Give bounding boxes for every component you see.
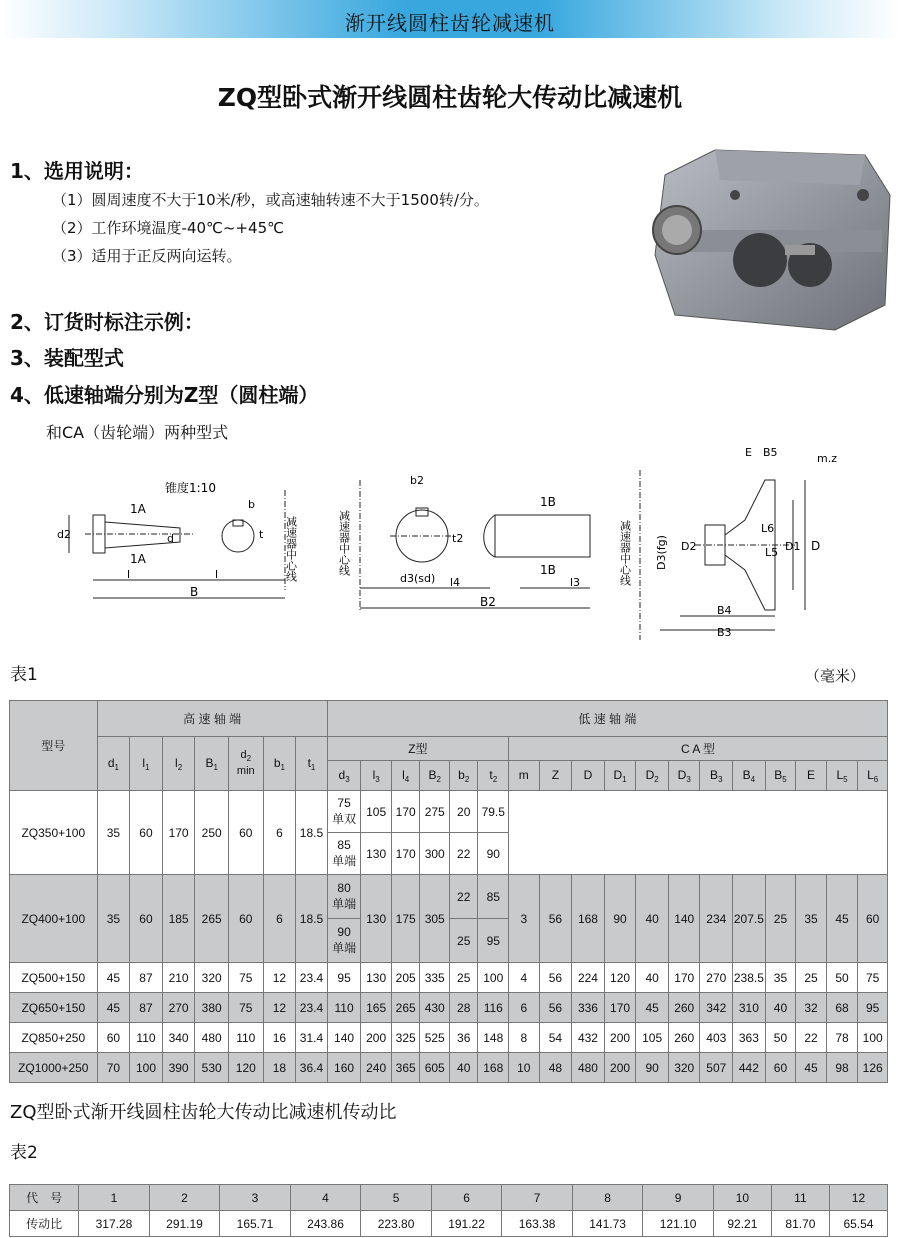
label-l3: l3 [570, 576, 581, 589]
label-d1: d [167, 532, 174, 545]
ratio-code-cell: 5 [361, 1185, 432, 1211]
table-row [10, 993, 888, 1023]
table-cell: 87 [130, 963, 163, 993]
section-1-heading: 1、选用说明： [10, 159, 144, 183]
ratio-code-cell: 10 [713, 1185, 771, 1211]
table-cell: 45 [826, 875, 858, 963]
table-cell: 95 [478, 919, 509, 963]
label-l2: l [215, 568, 219, 581]
table-cell: 16 [263, 1023, 296, 1053]
table-cell: 238.5 [733, 963, 766, 993]
table-cell: 525 [420, 1023, 450, 1053]
table-cell: 90 [636, 1053, 669, 1083]
table-cell: 35 [97, 791, 130, 875]
table-cell: 98 [826, 1053, 858, 1083]
label-D1: D1 [785, 540, 801, 553]
table-cell: 23.4 [296, 993, 328, 1023]
table1-caption: 表1 [10, 665, 38, 685]
label-B1: B [190, 585, 199, 599]
table-cell: 36 [449, 1023, 478, 1053]
table-cell: 442 [733, 1053, 766, 1083]
model-cell: ZQ350+100 [10, 791, 98, 875]
table-cell: 60 [130, 875, 163, 963]
table-cell: 234 [700, 875, 733, 963]
label-B5: B5 [763, 446, 778, 459]
column-header: $b_1$ [263, 737, 296, 791]
table-cell: 100 [478, 963, 509, 993]
table-cell: 305 [420, 875, 450, 963]
label-l1: l [127, 568, 131, 581]
table-cell: 87 [130, 993, 163, 1023]
page-title: ZQ型卧式渐开线圆柱齿轮大传动比减速机 [217, 83, 683, 112]
table-cell: 605 [420, 1053, 450, 1083]
table-cell: 40 [636, 963, 669, 993]
table-cell: 260 [668, 1023, 700, 1053]
label-D3fg: D3(fg) [655, 535, 668, 570]
table-cell: 365 [391, 1053, 420, 1083]
table-cell: 12 [263, 963, 296, 993]
table-cell: 40 [636, 875, 669, 963]
table-cell: 130 [361, 875, 392, 963]
table-cell: 70 [97, 1053, 130, 1083]
table-cell: 507 [700, 1053, 733, 1083]
section-2-heading: 2、订货时标注示例： [10, 310, 204, 334]
table-cell: 18.5 [296, 791, 328, 875]
table-cell: 90 [478, 833, 509, 875]
d3-cell: 85 单端 [327, 833, 361, 875]
high-speed-shaft-diagram [55, 470, 300, 610]
table-cell: 45 [97, 963, 130, 993]
table-cell: 205 [391, 963, 420, 993]
banner-title: 渐开线圆柱齿轮减速机 [345, 11, 555, 35]
label-center-1: 减速器中心线 [284, 516, 298, 582]
label-l4: l4 [450, 576, 461, 589]
table-cell: 170 [391, 833, 420, 875]
label-D2: D2 [681, 540, 697, 553]
table-cell: 45 [796, 1053, 827, 1083]
ratio-value-cell: 65.54 [829, 1211, 887, 1237]
label-center-2: 减速器中心线 [337, 510, 351, 576]
table2-heading: ZQ型卧式渐开线圆柱齿轮大传动比减速机传动比 [10, 1102, 397, 1123]
table-cell: 265 [391, 993, 420, 1023]
ca-type-gear-diagram [618, 440, 890, 640]
z-type-shaft-diagram [337, 470, 610, 620]
table-cell: 36.4 [296, 1053, 328, 1083]
table-cell: 60 [858, 875, 888, 963]
model-cell: ZQ1000+250 [10, 1053, 98, 1083]
table-cell: 48 [539, 1053, 572, 1083]
table-cell: 60 [130, 791, 163, 875]
table-cell: 6 [509, 993, 540, 1023]
section-4-subtext: 和CA（齿轮端）两种型式 [46, 423, 229, 442]
table-cell: 12 [263, 993, 296, 1023]
table-cell: 110 [130, 1023, 163, 1053]
column-header: $D_2$ [636, 761, 669, 791]
ratio-value-cell: 传动比 [10, 1211, 79, 1237]
column-header: $l_1$ [130, 737, 163, 791]
ratio-code-cell: 4 [290, 1185, 361, 1211]
table-cell: 95 [327, 963, 361, 993]
table-cell: 95 [858, 993, 888, 1023]
spec-item-1: （1）圆周速度不大于10米/秒，或高速轴转速不大于1500转/分。 [52, 191, 489, 209]
table-cell: 380 [195, 993, 229, 1023]
table-cell: 18 [263, 1053, 296, 1083]
table-cell: 31.4 [296, 1023, 328, 1053]
table-cell: 22 [449, 833, 478, 875]
label-b2: b2 [410, 474, 424, 487]
column-header: $B_4$ [733, 761, 766, 791]
table-cell: 300 [420, 833, 450, 875]
table-cell: 260 [668, 993, 700, 1023]
spec-item-2: （2）工作环境温度-40℃~+45℃ [52, 219, 284, 237]
column-header: $B_3$ [700, 761, 733, 791]
ratio-code-cell: 12 [829, 1185, 887, 1211]
table-cell: 224 [572, 963, 605, 993]
table-cell: 68 [826, 993, 858, 1023]
table-cell: 25 [796, 963, 827, 993]
table-cell: 207.5 [733, 875, 766, 963]
table-cell: 140 [327, 1023, 361, 1053]
table-cell: 140 [668, 875, 700, 963]
table-cell: 75 [228, 963, 263, 993]
column-header: $t_1$ [296, 737, 328, 791]
column-header: $d_1$ [97, 737, 130, 791]
table-cell: 45 [97, 993, 130, 1023]
table-cell: 335 [420, 963, 450, 993]
table-cell: 75 [858, 963, 888, 993]
table-cell: 168 [572, 875, 605, 963]
table-cell: 56 [539, 963, 572, 993]
table1-unit: （毫米） [805, 667, 866, 685]
ratio-value-cell: 317.28 [79, 1211, 150, 1237]
ratio-value-cell: 141.73 [572, 1211, 643, 1237]
label-D: D [811, 539, 821, 553]
table-cell: 78 [826, 1023, 858, 1053]
column-header: $b_2$ [449, 761, 478, 791]
table-cell: 60 [97, 1023, 130, 1053]
table-cell: 75 [228, 993, 263, 1023]
label-d3sd: d3(sd) [400, 572, 436, 585]
header-banner [0, 0, 900, 38]
model-cell: ZQ500+150 [10, 963, 98, 993]
model-cell: ZQ850+250 [10, 1023, 98, 1053]
table-cell: 126 [858, 1053, 888, 1083]
table-cell: 110 [228, 1023, 263, 1053]
table-cell: 100 [858, 1023, 888, 1053]
table-cell: 22 [796, 1023, 827, 1053]
table-cell: 56 [539, 875, 572, 963]
ratio-value-cell: 163.38 [502, 1211, 573, 1237]
table-cell: 23.4 [296, 963, 328, 993]
table-cell: 50 [826, 963, 858, 993]
column-header: $l_4$ [391, 761, 420, 791]
table-cell: 240 [361, 1053, 392, 1083]
table-cell: 403 [700, 1023, 733, 1053]
table-cell: 320 [668, 1053, 700, 1083]
table-cell: 28 [449, 993, 478, 1023]
table-cell: 170 [162, 791, 195, 875]
table-cell: 160 [327, 1053, 361, 1083]
header-ca-type: C A 型 [509, 737, 888, 761]
ratio-code-cell: 代 号 [10, 1185, 79, 1211]
column-header: E [796, 761, 827, 791]
table-cell: 170 [668, 963, 700, 993]
header-high-speed: 高 速 轴 端 [97, 701, 327, 737]
table-cell: 130 [361, 833, 392, 875]
column-header: $l_3$ [361, 761, 392, 791]
table-cell: 432 [572, 1023, 605, 1053]
table-cell: 56 [539, 993, 572, 1023]
ratio-code-cell: 6 [431, 1185, 502, 1211]
ratio-code-cell: 11 [771, 1185, 829, 1211]
table-cell: 50 [765, 1023, 796, 1053]
header-z-type: Z型 [327, 737, 508, 761]
ratio-value-cell: 223.80 [361, 1211, 432, 1237]
column-header: D [572, 761, 605, 791]
table-cell: 32 [796, 993, 827, 1023]
label-B2: B2 [480, 595, 496, 609]
table-cell: 342 [700, 993, 733, 1023]
ratio-code-cell: 2 [149, 1185, 220, 1211]
ratio-value-cell: 121.10 [643, 1211, 714, 1237]
section-3-heading: 3、装配型式 [10, 346, 124, 370]
table-cell: 60 [765, 1053, 796, 1083]
table-cell: 110 [327, 993, 361, 1023]
table-cell: 40 [449, 1053, 478, 1083]
table-cell: 105 [636, 1023, 669, 1053]
table-cell: 100 [130, 1053, 163, 1083]
d3-cell: 80 单端 [327, 875, 361, 919]
table-cell: 25 [449, 963, 478, 993]
ratio-value-cell: 165.71 [220, 1211, 291, 1237]
table-cell: 35 [97, 875, 130, 963]
label-t2: t2 [452, 532, 464, 545]
table-cell: 25 [765, 875, 796, 963]
column-header: Z [539, 761, 572, 791]
table-cell: 79.5 [478, 791, 509, 833]
column-header: $d_3$ [327, 761, 361, 791]
table-cell: 116 [478, 993, 509, 1023]
column-header: $t_2$ [478, 761, 509, 791]
table-cell: 170 [391, 791, 420, 833]
blank-ca-cell [509, 791, 888, 875]
table-cell: 105 [361, 791, 392, 833]
table-cell: 320 [195, 963, 229, 993]
header-low-speed: 低 速 轴 端 [327, 701, 887, 737]
model-cell: ZQ650+150 [10, 993, 98, 1023]
label-center-3: 减速器中心线 [618, 520, 632, 586]
label-E: E [745, 446, 752, 459]
ratio-value-cell: 81.70 [771, 1211, 829, 1237]
ratio-value-cell: 291.19 [149, 1211, 220, 1237]
column-header: $L_6$ [858, 761, 888, 791]
table-cell: 265 [195, 875, 229, 963]
column-header: m [509, 761, 540, 791]
table-cell: 3 [509, 875, 540, 963]
table-cell: 310 [733, 993, 766, 1023]
table-cell: 6 [263, 791, 296, 875]
transmission-ratio-table [9, 1184, 888, 1237]
shaft-dimensions-table [9, 700, 888, 1083]
table-cell: 200 [604, 1023, 636, 1053]
label-1a-bottom: 1A [130, 552, 146, 566]
table-cell: 200 [361, 1023, 392, 1053]
label-1b-bottom: 1B [540, 563, 556, 577]
table-cell: 120 [228, 1053, 263, 1083]
table-cell: 210 [162, 963, 195, 993]
table-cell: 6 [263, 875, 296, 963]
gearbox-product-image [635, 135, 895, 335]
label-b1: b [248, 498, 255, 511]
table-cell: 270 [700, 963, 733, 993]
table-cell: 336 [572, 993, 605, 1023]
column-header: $L_5$ [826, 761, 858, 791]
column-header: $B_1$ [195, 737, 229, 791]
label-1b-top: 1B [540, 495, 556, 509]
column-header: $B_2$ [420, 761, 450, 791]
table-cell: 120 [604, 963, 636, 993]
table-cell: 25 [449, 919, 478, 963]
table-cell: 270 [162, 993, 195, 1023]
column-header: $d_2$ min [228, 737, 263, 791]
section-4-heading: 4、低速轴端分别为Z型（圆柱端） [10, 383, 319, 407]
table-cell: 90 [604, 875, 636, 963]
label-L5: L5 [765, 546, 779, 559]
label-B4: B4 [717, 604, 732, 617]
table-cell: 168 [478, 1053, 509, 1083]
table-cell: 20 [449, 791, 478, 833]
table-cell: 165 [361, 993, 392, 1023]
table-cell: 250 [195, 791, 229, 875]
label-taper: 锥度1:10 [165, 481, 216, 495]
table-cell: 170 [604, 993, 636, 1023]
table-row [10, 963, 888, 993]
label-mz: m.z [817, 452, 837, 465]
table-cell: 40 [765, 993, 796, 1023]
ratio-value-cell: 191.22 [431, 1211, 502, 1237]
ratio-code-cell: 3 [220, 1185, 291, 1211]
label-B3: B3 [717, 626, 732, 639]
column-header: $B_5$ [765, 761, 796, 791]
table-cell: 35 [796, 875, 827, 963]
label-t1: t [259, 528, 264, 541]
table-cell: 390 [162, 1053, 195, 1083]
table-cell: 35 [765, 963, 796, 993]
table2-caption: 表2 [10, 1143, 38, 1163]
table-cell: 340 [162, 1023, 195, 1053]
table-cell: 60 [228, 875, 263, 963]
spec-item-3: （3）适用于正反两向运转。 [52, 247, 242, 265]
table-cell: 4 [509, 963, 540, 993]
ratio-code-cell: 9 [643, 1185, 714, 1211]
column-header: $D_1$ [604, 761, 636, 791]
table-cell: 85 [478, 875, 509, 919]
table-cell: 185 [162, 875, 195, 963]
table-cell: 480 [195, 1023, 229, 1053]
label-1a-top: 1A [130, 502, 146, 516]
table-cell: 175 [391, 875, 420, 963]
d3-cell: 75 单双 [327, 791, 361, 833]
label-d2: d2 [57, 528, 71, 541]
table-cell: 200 [604, 1053, 636, 1083]
table-row [10, 1053, 888, 1083]
table-cell: 60 [228, 791, 263, 875]
table-cell: 148 [478, 1023, 509, 1053]
label-L6: L6 [761, 522, 775, 535]
model-cell: ZQ400+100 [10, 875, 98, 963]
table-cell: 480 [572, 1053, 605, 1083]
table-cell: 130 [361, 963, 392, 993]
table-cell: 325 [391, 1023, 420, 1053]
table-cell: 54 [539, 1023, 572, 1053]
d3-cell: 90 单端 [327, 919, 361, 963]
ratio-value-cell: 243.86 [290, 1211, 361, 1237]
table-cell: 363 [733, 1023, 766, 1053]
ratio-code-cell: 8 [572, 1185, 643, 1211]
table-row [10, 1023, 888, 1053]
column-header: $l_2$ [162, 737, 195, 791]
ratio-code-cell: 1 [79, 1185, 150, 1211]
table-cell: 10 [509, 1053, 540, 1083]
table-cell: 8 [509, 1023, 540, 1053]
table-cell: 275 [420, 791, 450, 833]
table-cell: 530 [195, 1053, 229, 1083]
table-cell: 430 [420, 993, 450, 1023]
table-cell: 45 [636, 993, 669, 1023]
table-cell: 22 [449, 875, 478, 919]
column-header: $D_3$ [668, 761, 700, 791]
ratio-value-cell: 92.21 [713, 1211, 771, 1237]
table-cell: 18.5 [296, 875, 328, 963]
ratio-code-cell: 7 [502, 1185, 573, 1211]
header-model: 型号 [10, 701, 98, 791]
